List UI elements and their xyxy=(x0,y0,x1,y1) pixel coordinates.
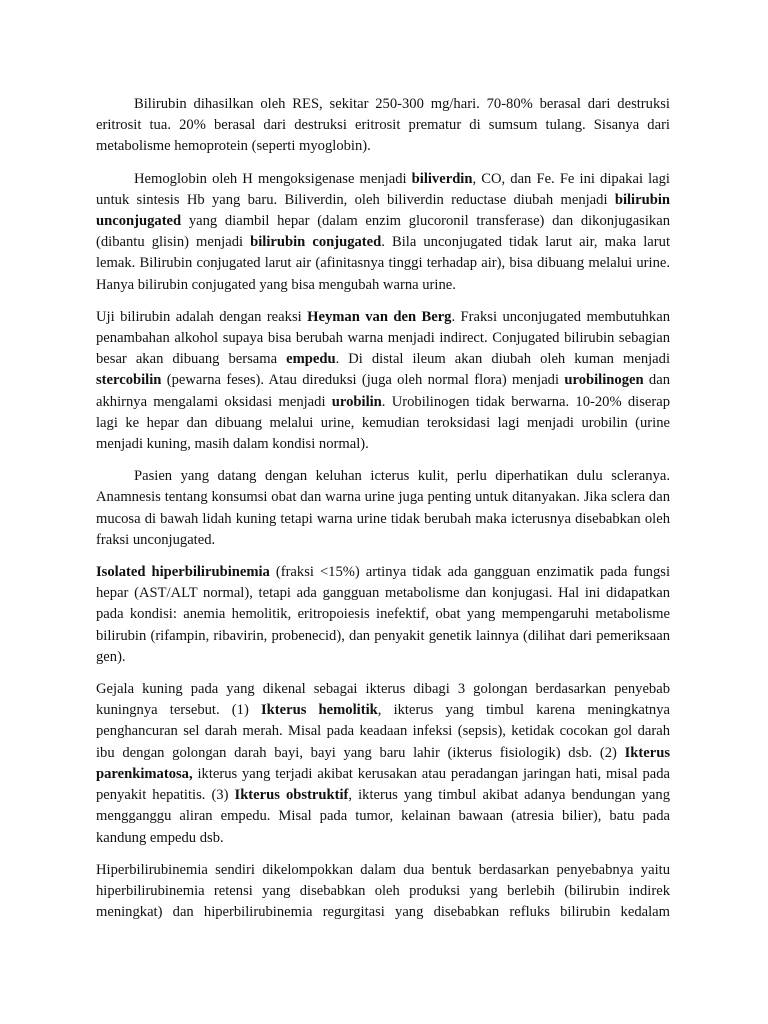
text-run: Uji bilirubin adalah dengan reaksi xyxy=(96,308,308,325)
paragraph-bilirubin-origin xyxy=(96,94,670,158)
paragraph-isolated-hyperbilirubinemia xyxy=(96,562,670,668)
text-run: dan akhirnya mengalami oksidasi menjadi xyxy=(96,372,670,410)
text-run: Bilirubin dihasilkan oleh RES, sekitar 250-300 mg/hari. 70-80% berasal dari destruksi eritrosit tua. 20% berasal dari destruksi eritrosit prematur di sumsum tulang. Sisanya dari metabolisme hemoprotein (seperti myoglobin). xyxy=(96,96,670,155)
bold-term: stercobilin xyxy=(96,372,162,389)
bold-term: Ikterus parenkimatosa, xyxy=(96,744,670,782)
paragraph-hyperbilirubinemia-forms xyxy=(96,860,670,924)
text-run: Gejala kuning pada yang dikenal sebagai ikterus dibagi 3 golongan berdasarkan penyebab kuningnya tersebut. (1) xyxy=(96,681,670,719)
bold-term: Ikterus hemolitik xyxy=(260,702,378,719)
text-run: , ikterus yang timbul akibat adanya bendungan yang mengganggu aliran empedu. Misal pada tumor, kelainan bawaan (atresia bilier), batu pada kandung empedu dsb. xyxy=(96,787,670,846)
bold-term: Ikterus obstruktif xyxy=(234,787,349,804)
text-run: (pewarna feses). Atau direduksi (juga oleh normal flora) menjadi xyxy=(161,372,565,389)
text-run: . Bila unconjugated tidak larut air, maka larut lemak. Bilirubin conjugated larut air (afinitasnya tinggi terhadap air), bisa dibuang melalui urine. Hanya bilirubin conjugated yang bisa mengubah warna urine. xyxy=(96,234,670,293)
paragraph-icterus-types xyxy=(96,679,670,849)
paragraph-bilirubin-test xyxy=(96,307,670,455)
text-run: (fraksi <15%) artinya tidak ada gangguan enzimatik pada fungsi hepar (AST/ALT normal), tetapi ada gangguan metabolisme dan konjugasi. Hal ini didapatkan pada kondisi: anemia hemolitik, eritropoiesis inefektif, obat yang mempengaruhi metabolisme bilirubin (rifampin, ribavirin, probenecid), dan penyakit genetik lainnya (dilihat dari pemeriksaan gen). xyxy=(96,564,671,665)
text-run: ikterus yang terjadi akibat kerusakan atau peradangan jaringan hati, misal pada penyakit hepatitis. (3) xyxy=(96,765,670,804)
bold-term: biliverdin xyxy=(411,170,473,187)
text-run: Hiperbilirubinemia sendiri dikelompokkan dalam dua bentuk berdasarkan penyebabnya yaitu hiperbilirubinemia retensi yang disebabkan oleh produksi yang berlebih (bilirubin indirek meningkat) dan hiperbilirubinemia regurgitasi yang disebabkan refluks bilirubin kedalam xyxy=(96,861,670,921)
text-run: , CO, dan Fe. Fe ini dipakai lagi untuk sintesis Hb yang baru. Biliverdin, oleh biliverdin reductase diubah menjadi xyxy=(96,170,670,208)
paragraph-patient-icterus xyxy=(96,466,670,551)
bold-term: Heyman van den Berg xyxy=(307,308,452,325)
bold-term: bilirubin conjugated xyxy=(250,234,382,251)
text-run: yang diambil hepar (dalam enzim glucoronil transferase) dan dikonjugasikan (dibantu glisin) menjadi xyxy=(96,213,670,251)
paragraph-hemoglobin-metabolism xyxy=(96,169,670,296)
bold-term: urobilin xyxy=(331,393,382,410)
bold-term: Isolated hiperbilirubinemia xyxy=(96,564,270,581)
text-run: Pasien yang datang dengan keluhan icterus kulit, perlu diperhatikan dulu scleranya. Anamnesis tentang konsumsi obat dan warna urine juga penting untuk ditanyakan. Jika sclera dan mucosa di bawah lidah kuning tetapi warna urine tidak berubah maka icterusnya disebabkan oleh fraksi unconjugated. xyxy=(96,468,670,548)
bold-term: urobilinogen xyxy=(564,372,644,389)
text-run: , ikterus yang timbul karena meningkatnya penghancuran sel darah merah. Misal pada keadaan infeksi (sepsis), ketidak cocokan gol darah ibu dengan golongan darah bayi, bayi yang baru lahir (ikterus fisiologik) dsb. (2) xyxy=(96,702,670,761)
text-run: . Urobilinogen tidak berwarna. 10-20% diserap lagi ke hepar dan dibuang melalui urine, kemudian teroksidasi lagi menjadi urobilin (urine menjadi kuning, masih dalam kondisi normal). xyxy=(96,393,670,453)
bold-term: bilirubin unconjugated xyxy=(96,191,670,230)
text-run: . Di distal ileum akan diubah oleh kuman menjadi xyxy=(335,351,670,368)
text-run: Hemoglobin oleh H mengoksigenase menjadi xyxy=(134,170,412,187)
text-run: . Fraksi unconjugated membutuhkan penambahan alkohol supaya bisa berubah warna menjadi indirect. Conjugated bilirubin sebagian besar akan dibuang bersama xyxy=(96,308,670,368)
bold-term: empedu xyxy=(286,351,336,368)
